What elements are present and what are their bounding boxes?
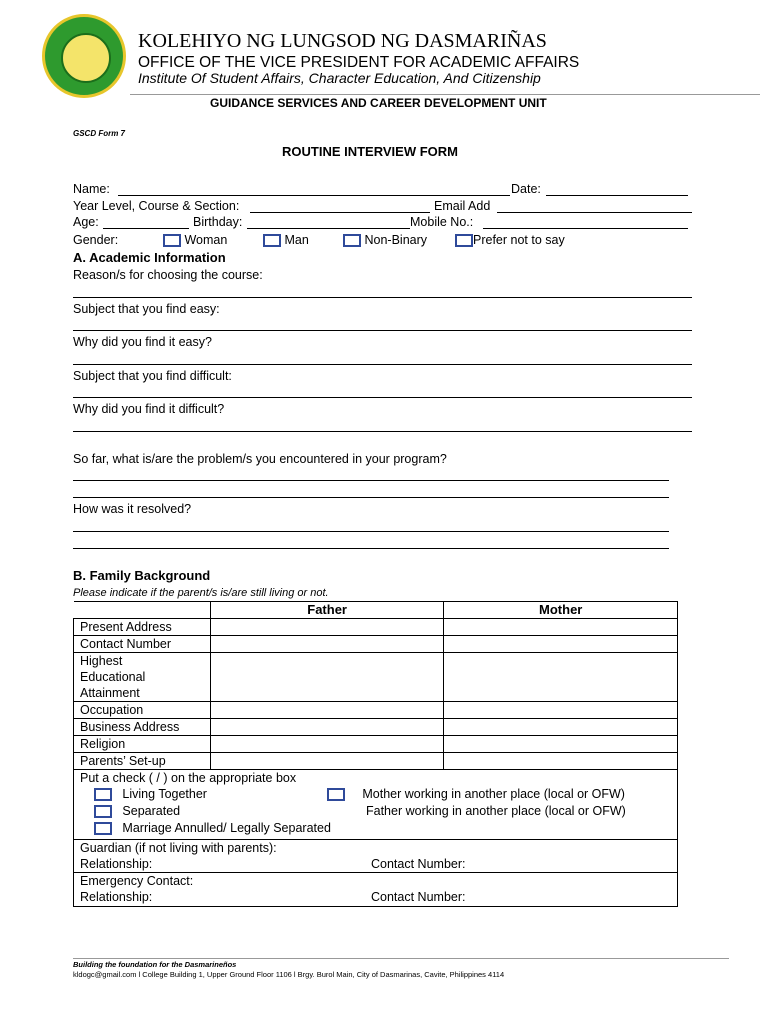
- checkbox-icon[interactable]: [94, 822, 112, 835]
- father-cell[interactable]: [210, 719, 444, 736]
- row-label: Present Address: [74, 619, 211, 636]
- section-b-title: B. Family Background: [73, 568, 211, 583]
- mother-cell[interactable]: [444, 619, 678, 636]
- section-a-title: A. Academic Information: [73, 250, 226, 265]
- row-label: Occupation: [74, 702, 211, 719]
- emergency-row: [74, 873, 678, 907]
- answer-line[interactable]: [73, 297, 692, 298]
- parents-setup-row: [74, 770, 678, 840]
- checkbox-icon[interactable]: [455, 234, 473, 247]
- checkbox-icon[interactable]: [263, 234, 281, 247]
- header-father: Father: [210, 602, 444, 619]
- guardian-row: [74, 840, 678, 873]
- office-name: OFFICE OF THE VICE PRESIDENT FOR ACADEMIC AFFAIRS: [138, 54, 580, 71]
- table-row: [74, 619, 678, 636]
- question-resolved: How was it resolved?: [73, 502, 192, 516]
- row-label: Religion: [74, 736, 211, 753]
- checkbox-icon[interactable]: [163, 234, 181, 247]
- birthday-label: Birthday:: [193, 215, 243, 229]
- father-cell[interactable]: [210, 702, 444, 719]
- emergency-relationship-label: Relationship:: [80, 890, 153, 904]
- question-problems: So far, what is/are the problem/s you encountered in your program?: [73, 452, 447, 466]
- form-code: GSCD Form 7: [73, 129, 126, 138]
- question-why-difficult: Why did you find it difficult?: [73, 402, 225, 416]
- email-field[interactable]: [497, 212, 692, 213]
- table-row: [74, 719, 678, 736]
- emergency-contact-label: Contact Number:: [371, 890, 466, 904]
- footer-tagline: Building the foundation for the Dasmarineños: [73, 960, 237, 969]
- question-why-easy: Why did you find it easy?: [73, 335, 212, 349]
- option-living-together[interactable]: Living Together: [94, 786, 207, 802]
- guardian-label: Guardian (if not living with parents):: [80, 841, 277, 855]
- father-cell[interactable]: [210, 636, 444, 653]
- section-b-note: Please indicate if the parent/s is/are still living or not.: [73, 587, 329, 599]
- option-annulled[interactable]: Marriage Annulled/ Legally Separated: [94, 820, 331, 836]
- gender-option-woman[interactable]: Woman: [163, 233, 227, 247]
- father-cell[interactable]: [210, 653, 444, 702]
- answer-line[interactable]: [73, 364, 692, 365]
- institute-name: Institute Of Student Affairs, Character Education, And Citizenship: [138, 70, 541, 86]
- year-level-label: Year Level, Course & Section:: [73, 199, 240, 213]
- college-name: KOLEHIYO NG LUNGSOD NG DASMARIÑAS: [138, 30, 547, 52]
- row-label: Business Address: [74, 719, 211, 736]
- question-easy-subject: Subject that you find easy:: [73, 302, 220, 316]
- checkbox-icon[interactable]: [94, 805, 112, 818]
- checkbox-icon[interactable]: [94, 788, 112, 801]
- option-mother-working[interactable]: Mother working in another place (local or OFW): [327, 786, 625, 802]
- row-label: Parents’ Set-up: [74, 753, 211, 770]
- answer-line[interactable]: [73, 548, 669, 549]
- birthday-field[interactable]: [247, 228, 410, 229]
- gender-option-prefer-not[interactable]: Prefer not to say: [455, 233, 565, 247]
- guardian-relationship-label: Relationship:: [80, 857, 153, 871]
- check-prompt: Put a check ( / ) on the appropriate box: [80, 771, 297, 785]
- row-label: Highest Educational Attainment: [74, 653, 211, 702]
- answer-line[interactable]: [73, 497, 669, 498]
- table-row: [74, 653, 678, 702]
- checkbox-icon[interactable]: [327, 788, 345, 801]
- guardian-contact-label: Contact Number:: [371, 857, 466, 871]
- age-label: Age:: [73, 215, 99, 229]
- date-label: Date:: [511, 182, 541, 196]
- table-row: [74, 636, 678, 653]
- footer-divider: [73, 958, 729, 959]
- email-label: Email Add: [434, 199, 491, 213]
- form-title: ROUTINE INTERVIEW FORM: [282, 144, 458, 159]
- father-cell[interactable]: [210, 736, 444, 753]
- header-blank: [74, 602, 211, 619]
- gender-option-non-binary[interactable]: Non-Binary: [343, 233, 427, 247]
- header-mother: Mother: [444, 602, 678, 619]
- father-cell[interactable]: [210, 753, 444, 770]
- mother-cell[interactable]: [444, 702, 678, 719]
- mother-cell[interactable]: [444, 636, 678, 653]
- mother-cell[interactable]: [444, 753, 678, 770]
- gender-option-man[interactable]: Man: [263, 233, 309, 247]
- year-level-field[interactable]: [250, 212, 430, 213]
- table-row: [74, 736, 678, 753]
- mother-cell[interactable]: [444, 736, 678, 753]
- name-label: Name:: [73, 182, 110, 196]
- emergency-label: Emergency Contact:: [80, 874, 194, 888]
- age-field[interactable]: [103, 228, 189, 229]
- table-row: [74, 753, 678, 770]
- father-cell[interactable]: [210, 619, 444, 636]
- answer-line[interactable]: [73, 431, 692, 432]
- date-field[interactable]: [546, 195, 688, 196]
- gender-label: Gender:: [73, 233, 119, 247]
- option-separated[interactable]: Separated: [94, 803, 180, 819]
- unit-name: GUIDANCE SERVICES AND CAREER DEVELOPMENT UNIT: [210, 96, 547, 110]
- mother-cell[interactable]: [444, 719, 678, 736]
- answer-line[interactable]: [73, 397, 692, 398]
- checkbox-icon[interactable]: [343, 234, 361, 247]
- mother-cell[interactable]: [444, 653, 678, 702]
- mobile-field[interactable]: [483, 228, 688, 229]
- question-difficult-subject: Subject that you find difficult:: [73, 369, 232, 383]
- answer-line[interactable]: [73, 531, 669, 532]
- mobile-label: Mobile No.:: [410, 215, 474, 229]
- question-reason: Reason/s for choosing the course:: [73, 268, 263, 282]
- name-field[interactable]: [118, 195, 510, 196]
- table-header-row: [74, 602, 678, 619]
- option-father-working[interactable]: Father working in another place (local or OFW): [366, 804, 626, 818]
- footer-address: kldogc@gmail.com l College Building 1, Upper Ground Floor 1106 l Brgy. Burol Main, City of Dasmarinas, Cavite, Philippines 4114: [73, 970, 505, 979]
- answer-line[interactable]: [73, 330, 692, 331]
- college-logo: [42, 14, 126, 98]
- row-label: Contact Number: [74, 636, 211, 653]
- answer-line[interactable]: [73, 480, 669, 481]
- family-table: [73, 601, 678, 907]
- table-row: [74, 702, 678, 719]
- header-divider: [130, 94, 760, 95]
